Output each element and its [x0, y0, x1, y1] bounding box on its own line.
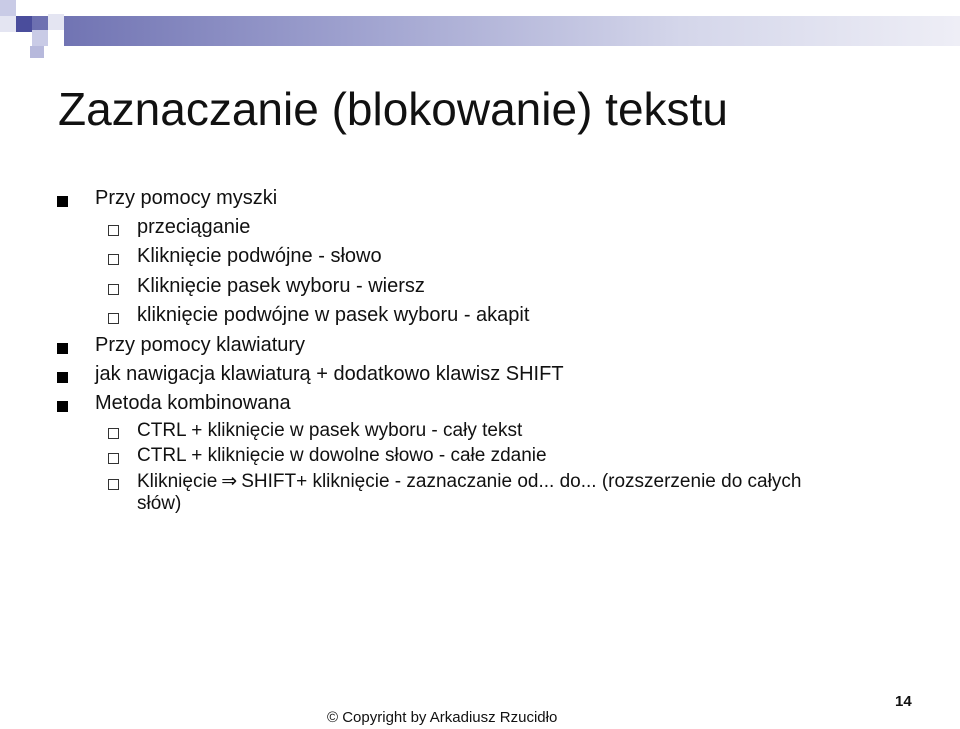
bullet-square-icon	[57, 196, 68, 207]
hollow-square-bullet-icon	[108, 284, 119, 295]
bullet-square-icon	[57, 343, 68, 354]
bullet-item: Metoda kombinowana	[95, 392, 291, 414]
header-square-1	[0, 0, 16, 16]
last-item-part2: SHIFT+ kliknięcie - zaznaczanie od... do... (rozszerzenie do całych	[241, 471, 802, 492]
hollow-square-bullet-icon	[108, 479, 119, 490]
bullet-item: CTRL + kliknięcie w pasek wyboru - cały tekst	[137, 420, 523, 441]
bullet-item: przeciąganie	[137, 216, 251, 238]
bullet-item-last	[137, 471, 801, 493]
bullet-item-last-continued: słów)	[137, 493, 182, 514]
header-square-2	[16, 16, 32, 32]
bullet-square-icon	[57, 372, 68, 383]
page-number: 14	[895, 693, 912, 710]
hollow-square-bullet-icon	[108, 313, 119, 324]
header-square-8	[30, 46, 44, 58]
header-square-6	[48, 14, 64, 30]
header-square-5	[32, 30, 48, 46]
hollow-square-bullet-icon	[108, 453, 119, 464]
header-decoration	[0, 0, 960, 56]
slide-title: Zaznaczanie (blokowanie) tekstu	[58, 83, 728, 135]
header-square-7	[48, 30, 64, 46]
header-gradient-bar	[32, 16, 960, 46]
bullet-item: jak nawigacja klawiaturą + dodatkowo klawisz SHIFT	[95, 363, 564, 385]
bullet-item: Kliknięcie podwójne - słowo	[137, 245, 382, 267]
header-square-4	[0, 16, 16, 32]
bullet-item: Przy pomocy myszki	[95, 187, 278, 209]
bullet-item: Przy pomocy klawiatury	[95, 334, 306, 356]
bullet-item: CTRL + kliknięcie w dowolne słowo - całe zdanie	[137, 445, 547, 466]
last-item-part1: Kliknięcie	[137, 471, 218, 492]
header-square-3	[16, 0, 32, 16]
bullet-item: Kliknięcie pasek wyboru - wiersz	[137, 275, 425, 297]
hollow-square-bullet-icon	[108, 428, 119, 439]
double-arrow-icon: ⇒	[221, 471, 238, 492]
hollow-square-bullet-icon	[108, 254, 119, 265]
hollow-square-bullet-icon	[108, 225, 119, 236]
copyright-footer: © Copyright by Arkadiusz Rzucidło	[327, 709, 558, 726]
bullet-item: kliknięcie podwójne w pasek wyboru - akapit	[137, 304, 530, 326]
bullet-square-icon	[57, 401, 68, 412]
